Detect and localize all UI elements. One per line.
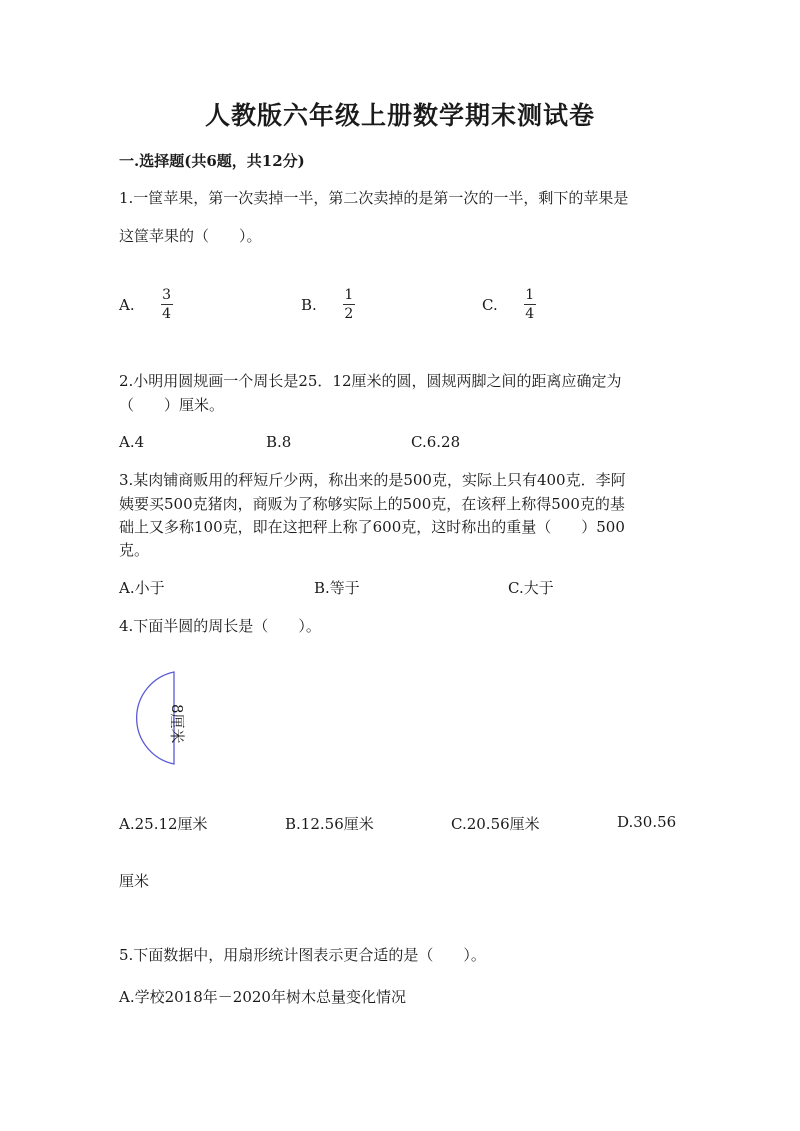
question-3-option-a[interactable]: A.小于 [119, 579, 165, 597]
fraction-bar [524, 304, 536, 305]
question-4-option-c[interactable]: C.20.56厘米 [451, 815, 540, 833]
question-5-line-1: 5.下面数据中，用扇形统计图表示更合适的是（ ）。 [119, 946, 486, 964]
question-4-option-d-wrap: 厘米 [119, 872, 150, 890]
question-4-option-b[interactable]: B.12.56厘米 [285, 815, 374, 833]
fraction [161, 287, 173, 322]
question-3-line-4: 克。 [119, 541, 150, 559]
question-3-line-1: 3.某肉铺商贩用的秤短斤少两，称出来的是500克，实际上只有400克．李阿 [119, 471, 626, 489]
question-3-option-c[interactable]: C.大于 [508, 579, 554, 597]
numerator: 3 [162, 287, 172, 303]
fraction-bar [343, 304, 355, 305]
question-1-line-1: 1.一筐苹果，第一次卖掉一半，第二次卖掉的是第一次的一半，剩下的苹果是 [119, 189, 629, 207]
denominator: 4 [162, 306, 172, 322]
diameter-label: 8厘米 [168, 704, 186, 744]
option-label: A. [119, 295, 135, 314]
option-label: B. [301, 295, 317, 314]
semicircle-diagram [120, 670, 200, 770]
question-4-option-d[interactable]: D.30.56 [617, 813, 677, 831]
question-2-line-2: （ ）厘米。 [119, 396, 225, 414]
question-3-option-b[interactable]: B.等于 [314, 579, 360, 597]
denominator: 4 [525, 306, 535, 322]
numerator: 1 [525, 287, 535, 303]
question-2-line-1: 2.小明用圆规画一个周长是25．12厘米的圆，圆规两脚之间的距离应确定为 [119, 372, 622, 390]
question-5-option-a[interactable]: A.学校2018年－2020年树木总量变化情况 [119, 988, 406, 1006]
question-1-option-b[interactable] [301, 287, 355, 322]
semicircle-figure [120, 670, 200, 770]
question-1-option-c[interactable] [482, 287, 536, 322]
option-label: C. [482, 295, 498, 314]
numerator: 1 [344, 287, 354, 303]
question-2-option-a[interactable]: A.4 [119, 433, 145, 451]
question-1-line-2: 这筐苹果的（ ）。 [119, 227, 262, 245]
section-heading: 一.选择题(共6题，共12分) [119, 152, 305, 170]
question-3-line-3: 础上又多称100克，即在这把秤上称了600克，这时称出的重量（ ）500 [119, 518, 625, 536]
fraction [524, 287, 536, 322]
question-4-line-1: 4.下面半圆的周长是（ ）。 [119, 617, 321, 635]
question-3-line-2: 姨要买500克猪肉，商贩为了称够实际上的500克，在该秤上称得500克的基 [119, 495, 625, 513]
fraction [343, 287, 355, 322]
denominator: 2 [344, 306, 354, 322]
question-4-option-a[interactable]: A.25.12厘米 [119, 815, 208, 833]
question-2-option-c[interactable]: C.6.28 [411, 433, 461, 451]
page-title: 人教版六年级上册数学期末测试卷 [204, 101, 595, 130]
question-2-option-b[interactable]: B.8 [266, 433, 292, 451]
question-1-option-a[interactable] [119, 287, 173, 322]
fraction-bar [161, 304, 173, 305]
